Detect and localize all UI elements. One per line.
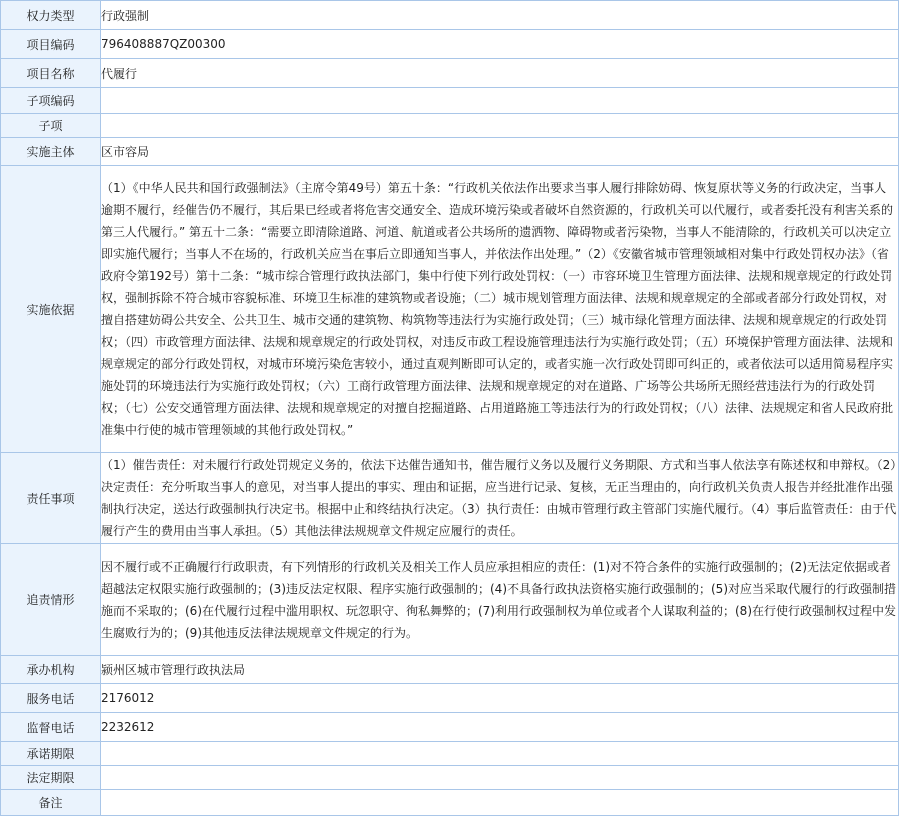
table-row xyxy=(1,1,899,30)
table-row xyxy=(1,138,899,166)
table-row xyxy=(1,742,899,766)
row-value xyxy=(101,742,899,766)
table-row xyxy=(1,59,899,88)
row-label: 责任事项 xyxy=(1,453,101,544)
row-label: 子项 xyxy=(1,114,101,138)
row-label: 监督电话 xyxy=(1,713,101,742)
row-label: 子项编码 xyxy=(1,88,101,114)
table-row xyxy=(1,766,899,790)
row-label: 项目名称 xyxy=(1,59,101,88)
table-row xyxy=(1,713,899,742)
row-label: 实施主体 xyxy=(1,138,101,166)
table-row xyxy=(1,544,899,656)
table-row xyxy=(1,453,899,544)
table-row xyxy=(1,656,899,684)
row-value: 颍州区城市管理行政执法局 xyxy=(101,656,899,684)
row-label: 服务电话 xyxy=(1,684,101,713)
row-value: 2232612 xyxy=(101,713,899,742)
row-value: 代履行 xyxy=(101,59,899,88)
row-value: 2176012 xyxy=(101,684,899,713)
row-label: 追责情形 xyxy=(1,544,101,656)
table-row xyxy=(1,790,899,816)
row-value xyxy=(101,88,899,114)
row-label: 承办机构 xyxy=(1,656,101,684)
row-value xyxy=(101,766,899,790)
row-value: 因不履行或不正确履行行政职责，有下列情形的行政机关及相关工作人员应承担相应的责任：(1)对不符合条件的实施行政强制的；(2)无法定依据或者超越法定权限实施行政强制的；(3)违反法定权限、程序实施行政强制的；(4)不具备行政执法资格实施行政强制的；(5)对应当采取代履行的行政强制措施而不采取的；(6)在代履行过程中滥用职权、玩忽职守、徇私舞弊的；(7)利用行政强制权为单位或者个人谋取利益的；(8)在行使行政强制权过程中发生腐败行为的；(9)其他违反法律法规规章文件规定的行为。 xyxy=(101,544,899,656)
row-label: 法定期限 xyxy=(1,766,101,790)
table-row xyxy=(1,684,899,713)
table-row xyxy=(1,30,899,59)
row-value: 行政强制 xyxy=(101,1,899,30)
row-value: （1）《中华人民共和国行政强制法》（主席令第49号）第五十条：“行政机关依法作出要求当事人履行排除妨碍、恢复原状等义务的行政决定，当事人逾期不履行，经催告仍不履行，其后果已经或者将危害交通安全、造成环境污染或者破坏自然资源的，行政机关可以代履行，或者委托没有利害关系的第三人代履行。” 第五十二条：“需要立即清除道路、河道、航道或者公共场所的遗洒物、障碍物或者污染物，当事人不能清除的，行政机关可以决定立即实施代履行；当事人不在场的，行政机关应当在事后立即通知当事人，并依法作出处理。”（2）《安徽省城市管理领域相对集中行政处罚权办法》（省政府令第192号）第十二条：“城市综合管理行政执法部门，集中行使下列行政处罚权：（一）市容环境卫生管理方面法律、法规和规章规定的行政处罚权，强制拆除不符合城市容貌标准、环境卫生标准的建筑物或者设施；（二）城市规划管理方面法律、法规和规章规定的全部或者部分行政处罚权，对擅自搭建妨碍公共安全、公共卫生、城市交通的建筑物、构筑物等违法行为实施行政处罚；（三）城市绿化管理方面法律、法规和规章规定的行政处罚权；（四）市政管理方面法律、法规和规章规定的行政处罚权，对违反市政工程设施管理违法行为实施行政处罚；（五）环境保护管理方面法律、法规和规章规定的部分行政处罚权，对城市环境污染危害较小，通过直观判断即可认定的，或者实施一次行政处罚即可纠正的，或者依法可以适用简易程序实施处罚的环境违法行为实施行政处罚权；（六）工商行政管理方面法律、法规和规章规定的对在道路、广场等公共场所无照经营违法行为的行政处罚权；（七）公安交通管理方面法律、法规和规章规定的对擅自挖掘道路、占用道路施工等违法行为的行政处罚权；（八）法律、法规规定和省人民政府批准集中行使的城市管理领域的其他行政处罚权。” xyxy=(101,166,899,453)
row-value xyxy=(101,114,899,138)
row-label: 项目编码 xyxy=(1,30,101,59)
row-value: 796408887QZ00300 xyxy=(101,30,899,59)
row-value: 区市容局 xyxy=(101,138,899,166)
row-value: （1）催告责任：对未履行行政处罚规定义务的，依法下达催告通知书，催告履行义务以及履行义务期限、方式和当事人依法享有陈述权和申辩权。（2）决定责任：充分听取当事人的意见，对当事人提出的事实、理由和证据，应当进行记录、复核，无正当理由的，向行政机关负责人报告并经批准作出强制执行决定，送达行政强制执行决定书。根据中止和终结执行决定。（3）执行责任：由城市管理行政主管部门实施代履行。（4）事后监管责任：由于代履行产生的费用由当事人承担。（5）其他法律法规规章文件规定应履行的责任。 xyxy=(101,453,899,544)
row-label: 备注 xyxy=(1,790,101,816)
row-label: 权力类型 xyxy=(1,1,101,30)
row-value xyxy=(101,790,899,816)
row-label: 实施依据 xyxy=(1,166,101,453)
table-row xyxy=(1,166,899,453)
table-row xyxy=(1,114,899,138)
table-row xyxy=(1,88,899,114)
row-label: 承诺期限 xyxy=(1,742,101,766)
